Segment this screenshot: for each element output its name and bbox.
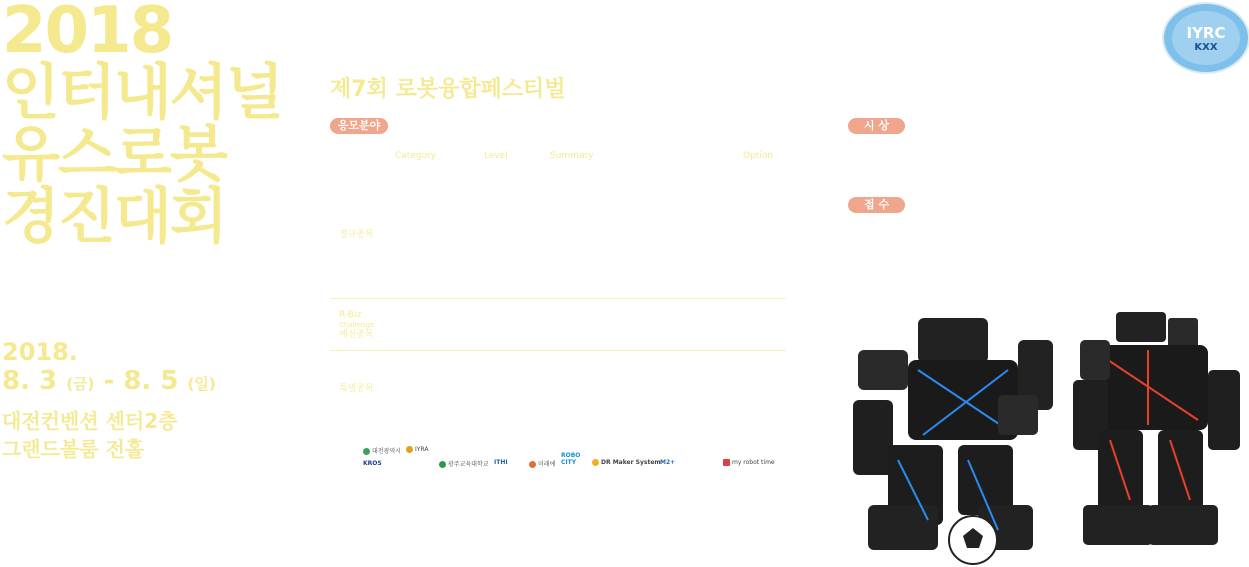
iyra-logo-icon [406,446,413,453]
column-header-category: Category [395,151,437,161]
venue-line-1: 대전컨벤션 센터2층 [2,409,178,433]
event-title [2,0,282,252]
logo-gnue-text: 광주교육대학교 [448,461,489,468]
logo-daejeon [363,446,401,455]
row-label-regular-text: 정규종목 [339,230,374,240]
register-pill: 접 수 [848,197,905,213]
schedule-separator: - [103,366,115,396]
schedule-end-day: (일) [187,375,216,393]
blue-robot-icon [853,318,1053,564]
venue [2,407,216,463]
logo-myrobottime [723,459,775,466]
event-title-line-2: 유스로봇 [2,120,226,190]
logo-gnue [439,459,489,468]
column-header-option: Option [743,151,774,161]
row-label-special-text: 특별종목 [339,384,374,394]
logo-mirae [529,459,555,468]
daejeon-logo-icon [363,448,370,455]
logo-mirae-text: 미래에 [538,461,556,468]
row-label-regular [339,230,374,240]
award-pill: 시 상 [848,118,905,134]
schedule-start: 8. 3 [2,366,58,396]
logo-iyra [406,446,428,453]
robots-illustration [848,300,1248,567]
event-title-line-3: 경진대회 [2,182,226,252]
logo-dr-maker [592,459,661,466]
column-header-summary: Summary [550,151,594,161]
row-label-rbiz [339,310,374,340]
row-label-rbiz-line-3: 예선종목 [339,330,374,340]
schedule-date-range [2,366,216,399]
table-divider [330,350,786,351]
row-label-special [339,384,374,394]
logo-iyra-text: IYRA [415,446,429,453]
event-year: 2018 [2,0,173,68]
red-robot-icon [1073,312,1240,545]
schedule-start-day: (금) [66,375,95,393]
schedule-end: 8. 5 [123,366,179,396]
schedule-block [2,338,216,463]
logo-ithi: ITHI [494,459,508,466]
venue-line-2: 그랜드볼룸 전홀 [2,437,145,461]
gnue-logo-icon [439,461,446,468]
row-label-rbiz-line-2: Challenge [339,321,374,329]
badge-subtext: KXX [1194,42,1218,53]
myrobottime-logo-icon [723,459,730,466]
iyrc-badge [1162,2,1249,74]
sponsor-logos [363,444,783,474]
logo-kros [363,460,382,467]
categories-pill: 응모분야 [330,118,388,134]
dr-maker-logo-icon [592,459,599,466]
logo-robocity: ROBO CITY [561,452,581,466]
festival-title: 제7회 로봇융합페스티벌 [330,77,566,102]
schedule-year: 2018. [2,338,78,366]
logo-kros-text: KROS [363,460,382,467]
logo-dr-maker-text: DR Maker System [601,459,661,466]
mirae-logo-icon [529,461,536,468]
row-label-rbiz-line-1: R-Biz [339,310,362,320]
logo-myrobottime-text: my robot time [732,459,775,466]
badge-text: IYRC [1186,24,1226,42]
event-title-line-1: 인터내셔널 [2,58,282,128]
logo-m2plus: M2+ [660,459,676,466]
logo-daejeon-text: 대전광역시 [372,448,401,455]
column-header-level: Level [484,151,508,161]
table-divider [330,298,786,299]
